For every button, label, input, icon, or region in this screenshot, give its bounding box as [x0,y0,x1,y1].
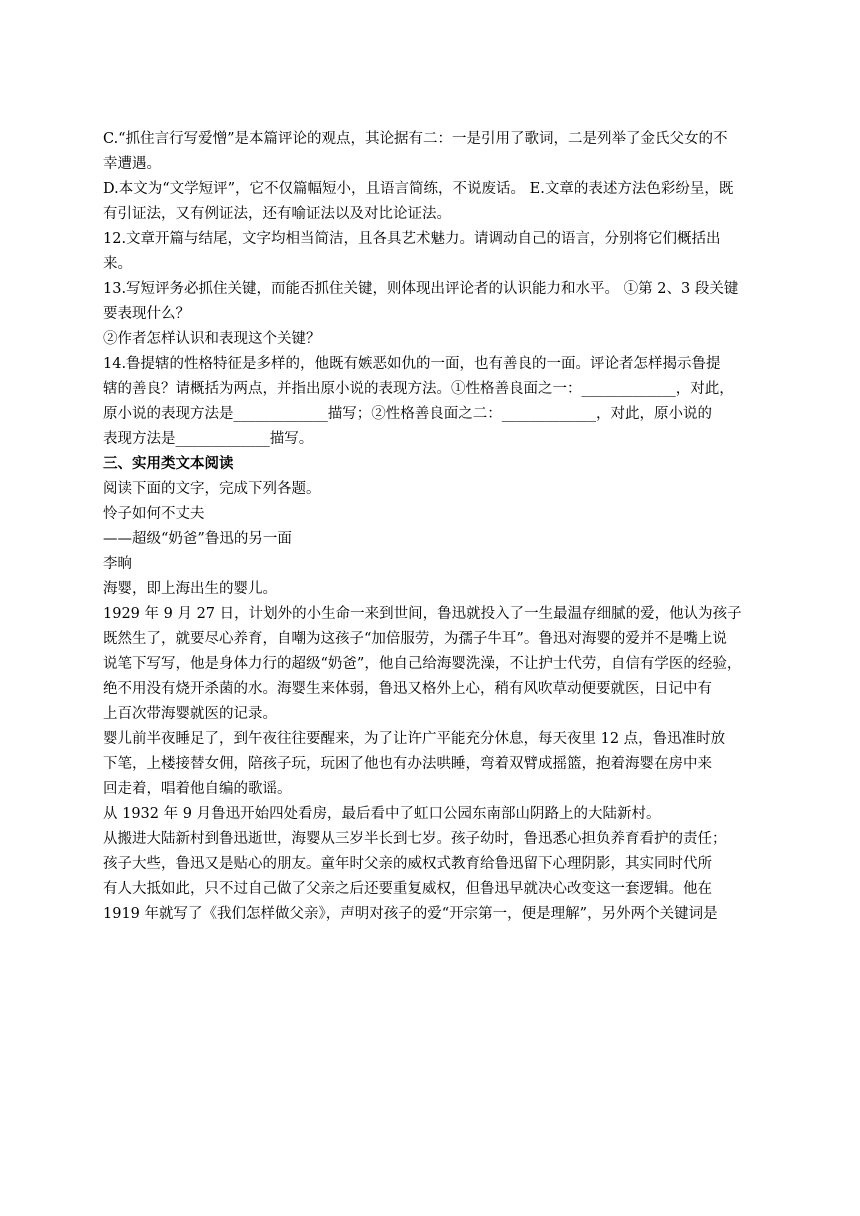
text-line: 来。 [103,256,132,272]
text-line: 阅读下面的文字，完成下列各题。 [103,481,321,497]
text-line: 从 1932 年 9 月鲁迅开始四处看房，最后看中了虹口公园东南部山阴路上的大陆新村。 [103,806,661,822]
text-line: 14.鲁提辖的性格特征是多样的，他既有嫉恶如仇的一面，也有善良的一面。评论者怎样揭示鲁提 [103,356,721,372]
text-line: 孩子大些，鲁迅又是贴心的朋友。童年时父亲的威权式教育给鲁迅留下心理阴影，其实同时代所 [103,856,712,872]
text-line: 既然生了，就要尽心养育，自嘲为这孩子“加倍服劳，为孺子牛耳”。鲁迅对海婴的爱并不是嘴上说 [103,631,727,647]
text-line: 幸遭遇。 [103,156,161,172]
text-line: 原小说的表现方法是_____________描写；②性格善良面之二：_____________，对此，原小说的 [103,406,712,422]
section-heading: 三、实用类文本阅读 [103,456,234,472]
text-line: 说笔下写写，他是身体力行的超级“奶爸”，他自己给海婴洗澡，不让护士代劳，自信有学医的经验， [103,656,742,672]
text-line: 从搬进大陆新村到鲁迅逝世，海婴从三岁半长到七岁。孩子幼时，鲁迅悉心担负养育看护的责任； [103,831,727,847]
document-page [103,127,763,927]
text-line: 表现方法是_____________描写。 [103,431,314,447]
text-line: 李晌 [103,556,132,572]
text-line: C.“抓住言行写爱憎”是本篇评论的观点，其论据有二：一是引用了歌词，二是列举了金氏父女的不 [103,131,728,147]
text-line: ——超级“奶爸”鲁迅的另一面 [103,531,292,547]
text-line: 回走着，唱着他自编的歌谣。 [103,781,292,797]
text-line: 有引证法，又有例证法，还有喻证法以及对比论证法。 [103,206,451,222]
text-line: D.本文为“文学短评”，它不仅篇幅短小，且语言简练，不说废话。 E.文章的表述方法色彩纷呈，既 [103,181,734,197]
text-line: 12.文章开篇与结尾，文字均相当简洁，且各具艺术魅力。请调动自己的语言，分别将它们概括出 [103,231,721,247]
text-line: 海婴，即上海出生的婴儿。 [103,581,277,597]
text-line: 13.写短评务必抓住关键，而能否抓住关键，则体现出评论者的认识能力和水平。 ①第 2、3 段关键 [103,281,739,297]
text-line: 1919 年就写了《我们怎样做父亲》，声明对孩子的爱“开宗第一，便是理解”，另外两个关键词是 [103,906,718,922]
text-line: 辖的善良？请概括为两点，并指出原小说的表现方法。①性格善良面之一：_____________，对此， [103,381,734,397]
text-line: 有人大抵如此，只不过自己做了父亲之后还要重复威权，但鲁迅早就决心改变这一套逻辑。他在 [103,881,712,897]
text-line: 绝不用没有烧开杀菌的水。海婴生来体弱，鲁迅又格外上心，稍有风吹草动便要就医，日记中有 [103,681,712,697]
text-line: 要表现什么？ [103,306,190,322]
text-line: 婴儿前半夜睡足了，到午夜往往要醒来，为了让许广平能充分休息，每天夜里 12 点，鲁迅准时放 [103,731,726,747]
text-line: 上百次带海婴就医的记录。 [103,706,277,722]
text-line: 怜子如何不丈夫 [103,506,205,522]
text-line: 下笔，上楼接替女佣，陪孩子玩，玩困了他也有办法哄睡，弯着双臂成摇篮，抱着海婴在房中来 [103,756,712,772]
text-line: 1929 年 9 月 27 日，计划外的小生命一来到世间，鲁迅就投入了一生最温存细腻的爱，他认为孩子 [103,606,742,622]
text-line: ②作者怎样认识和表现这个关键？ [103,331,321,347]
